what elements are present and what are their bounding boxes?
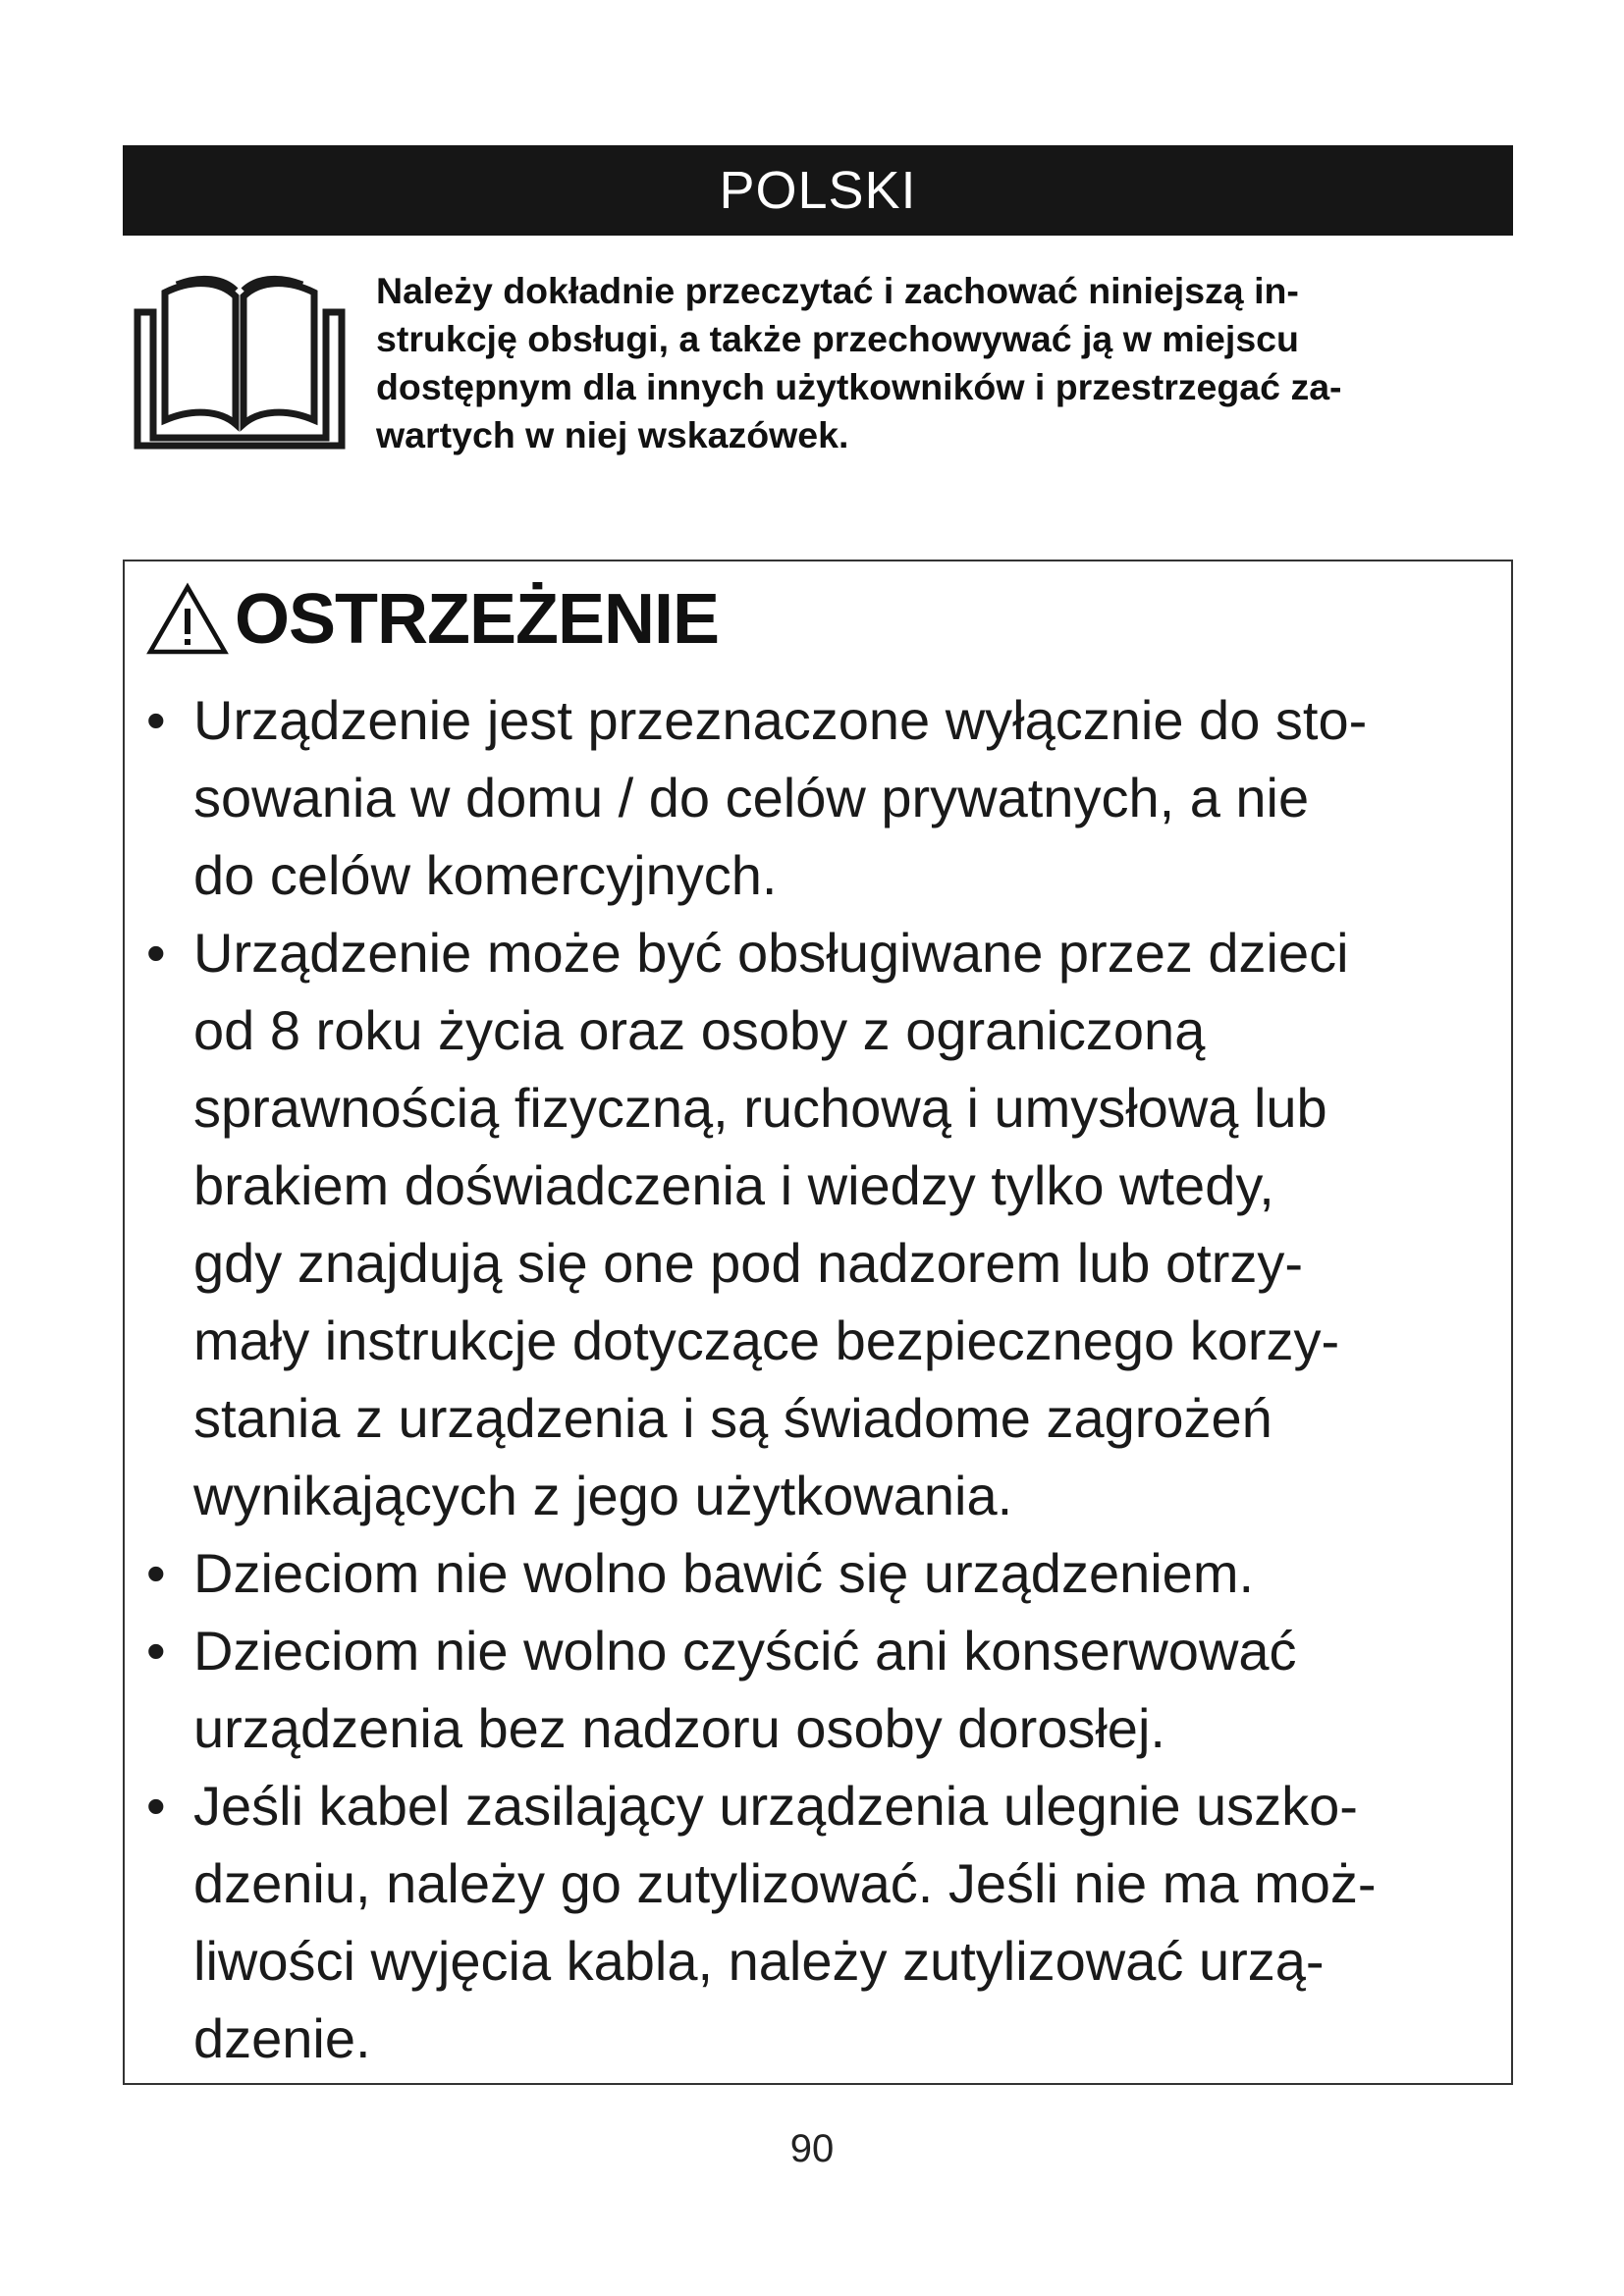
list-item <box>144 681 1499 914</box>
bullet-point: • <box>146 1620 166 1682</box>
intro-line: dostępnym dla innych użytkowników i przestrzegać za- <box>376 366 1342 407</box>
item-line: sprawnością fizyczną, ruchową i umysłową lub <box>193 1077 1327 1139</box>
item-line: urządzenia bez nadzoru osoby dorosłej. <box>193 1697 1165 1759</box>
warning-heading <box>146 579 719 660</box>
item-line: wynikających z jego użytkowania. <box>193 1465 1013 1526</box>
item-line: od 8 roku życia oraz osoby z ograniczoną <box>193 999 1206 1061</box>
intro-line: strukcję obsługi, a także przechowywać ją w miejscu <box>376 318 1299 359</box>
item-line: dzeniu, należy go zutylizować. Jeśli nie ma moż- <box>193 1852 1377 1914</box>
item-line: do celów komercyjnych. <box>193 844 778 906</box>
language-label: POLSKI <box>719 161 917 220</box>
bullet-point: • <box>146 1775 166 1837</box>
open-book-icon <box>134 271 346 450</box>
intro-line: wartych w niej wskazówek. <box>376 414 849 455</box>
warning-list <box>144 681 1499 2077</box>
item-line: Urządzenie jest przeznaczone wyłącznie do sto- <box>193 689 1368 751</box>
bullet-point: • <box>146 922 166 984</box>
item-line: gdy znajdują się one pod nadzorem lub otrzy- <box>193 1232 1304 1294</box>
item-line: liwości wyjęcia kabla, należy zutylizować urzą- <box>193 1930 1325 1992</box>
intro-paragraph <box>376 267 1513 459</box>
warning-triangle-icon <box>146 582 229 657</box>
bullet-point: • <box>146 689 166 751</box>
list-item <box>144 1767 1499 2077</box>
list-item <box>144 1534 1499 1612</box>
item-line: Dzieciom nie wolno czyścić ani konserwować <box>193 1620 1297 1682</box>
page-number: 90 <box>789 2127 835 2170</box>
intro-line: Należy dokładnie przeczytać i zachować niniejszą in- <box>376 270 1299 311</box>
item-line: dzenie. <box>193 2007 371 2069</box>
warning-title: OSTRZEŻENIE <box>235 580 720 659</box>
item-line: mały instrukcje dotyczące bezpiecznego korzy- <box>193 1309 1340 1371</box>
warning-box <box>123 560 1513 2085</box>
item-line: Dzieciom nie wolno bawić się urządzeniem. <box>193 1542 1255 1604</box>
language-header-bar <box>123 145 1513 236</box>
item-line: stania z urządzenia i są świadome zagrożeń <box>193 1387 1272 1449</box>
bullet-point: • <box>146 1542 166 1604</box>
item-line: sowania w domu / do celów prywatnych, a nie <box>193 767 1310 828</box>
item-line: brakiem doświadczenia i wiedzy tylko wtedy, <box>193 1154 1274 1216</box>
list-item <box>144 914 1499 1534</box>
item-line: Jeśli kabel zasilający urządzenia ulegnie uszko- <box>193 1775 1358 1837</box>
item-line: Urządzenie może być obsługiwane przez dzieci <box>193 922 1349 984</box>
list-item <box>144 1612 1499 1767</box>
